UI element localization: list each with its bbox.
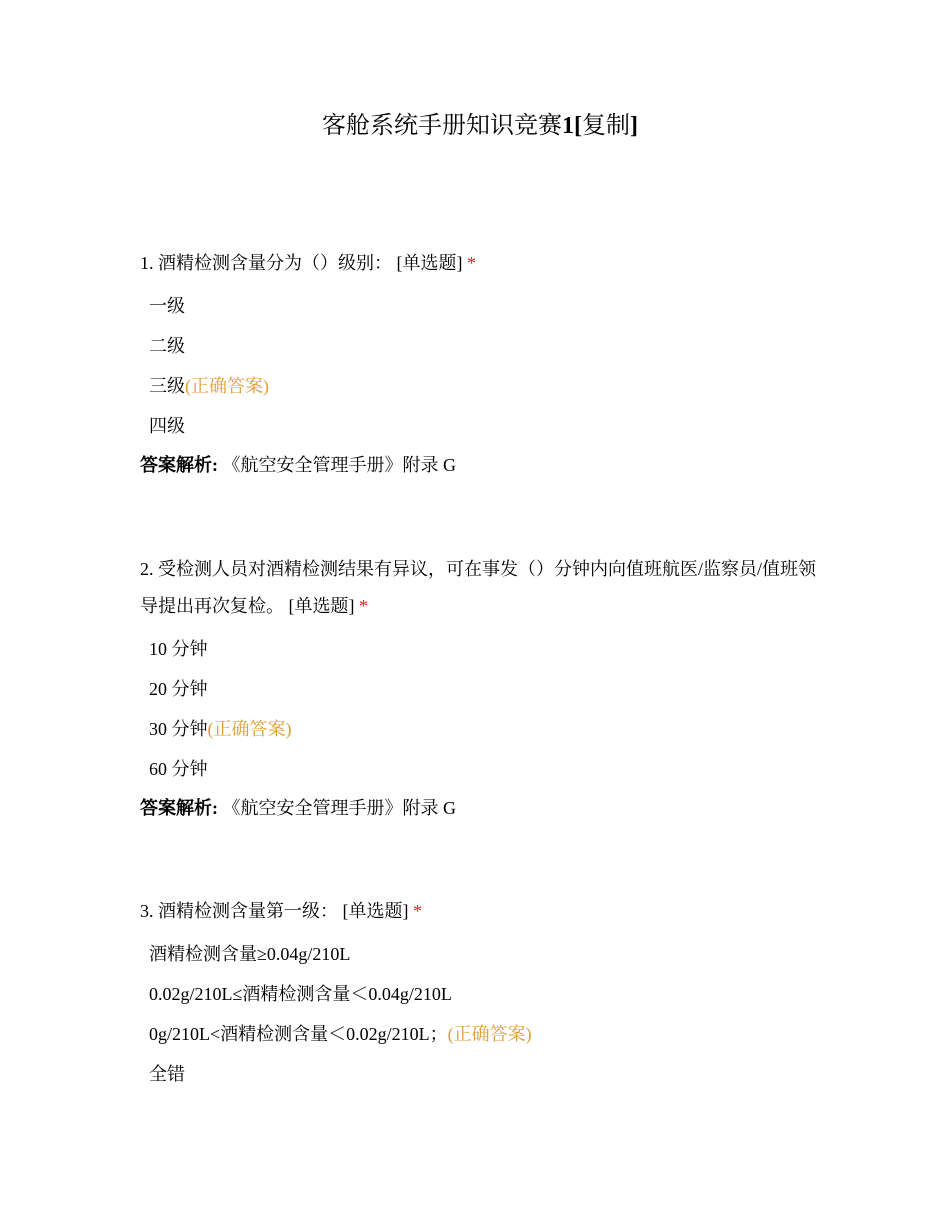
title-number: 1[ xyxy=(562,113,582,139)
analysis-label: 答案解析: xyxy=(140,455,218,475)
options-list xyxy=(140,629,820,789)
question-type: [单选题] xyxy=(396,253,463,273)
question-3 xyxy=(140,893,820,1094)
option-label: 四级 xyxy=(149,416,185,436)
option-item[interactable] xyxy=(140,669,820,709)
title-copy-label: 复制 xyxy=(582,113,630,139)
option-label: 酒精检测含量≥0.04g/210L xyxy=(149,944,351,964)
analysis-label: 答案解析: xyxy=(140,798,218,818)
question-1 xyxy=(140,245,820,484)
option-item[interactable] xyxy=(140,326,820,366)
option-label: 全错 xyxy=(149,1064,185,1084)
title-bracket: ] xyxy=(630,113,638,139)
question-text: 2. 受检测人员对酒精检测结果有异议，可在事发（）分钟内向值班航医/监察员/值班领导提出再次复检。 xyxy=(140,559,816,616)
options-list xyxy=(140,286,820,446)
question-stem xyxy=(140,245,820,282)
question-2 xyxy=(140,551,820,827)
question-text: 3. 酒精检测含量第一级： xyxy=(140,901,338,921)
option-item[interactable] xyxy=(140,749,820,789)
question-text: 1. 酒精检测含量分为（）级别： xyxy=(140,253,392,273)
option-item[interactable] xyxy=(140,1054,820,1094)
question-stem xyxy=(140,551,820,625)
option-label: 20 分钟 xyxy=(149,679,208,699)
required-mark: * xyxy=(359,596,368,616)
option-label: 0.02g/210L≤酒精检测含量＜0.04g/210L xyxy=(149,984,452,1004)
option-label: 一级 xyxy=(149,296,185,316)
analysis-text: 《航空安全管理手册》附录 G xyxy=(222,798,456,818)
option-label: 三级 xyxy=(149,376,185,396)
option-label: 30 分钟 xyxy=(149,719,208,739)
answer-analysis xyxy=(140,446,820,484)
option-item[interactable] xyxy=(140,934,820,974)
option-label: 10 分钟 xyxy=(149,639,208,659)
analysis-text: 《航空安全管理手册》附录 G xyxy=(222,455,456,475)
option-label: 0g/210L<酒精检测含量＜0.02g/210L； xyxy=(149,1024,448,1044)
question-type: [单选题] xyxy=(342,901,409,921)
option-item-correct[interactable] xyxy=(140,709,820,749)
page-title xyxy=(0,110,950,142)
option-label: 60 分钟 xyxy=(149,759,208,779)
option-item-correct[interactable] xyxy=(140,1014,820,1054)
options-list xyxy=(140,934,820,1094)
required-mark: * xyxy=(413,901,422,921)
option-item-correct[interactable] xyxy=(140,366,820,406)
correct-answer-marker: (正确答案) xyxy=(185,376,269,396)
correct-answer-marker: (正确答案) xyxy=(207,719,292,739)
title-text: 客舱系统手册知识竞赛 xyxy=(322,113,562,139)
answer-analysis xyxy=(140,789,820,827)
option-item[interactable] xyxy=(140,286,820,326)
question-type: [单选题] xyxy=(288,596,355,616)
option-label: 二级 xyxy=(149,336,185,356)
option-item[interactable] xyxy=(140,629,820,669)
option-item[interactable] xyxy=(140,974,820,1014)
option-item[interactable] xyxy=(140,406,820,446)
required-mark: * xyxy=(467,253,476,273)
correct-answer-marker: (正确答案) xyxy=(447,1024,532,1044)
question-stem xyxy=(140,893,820,930)
